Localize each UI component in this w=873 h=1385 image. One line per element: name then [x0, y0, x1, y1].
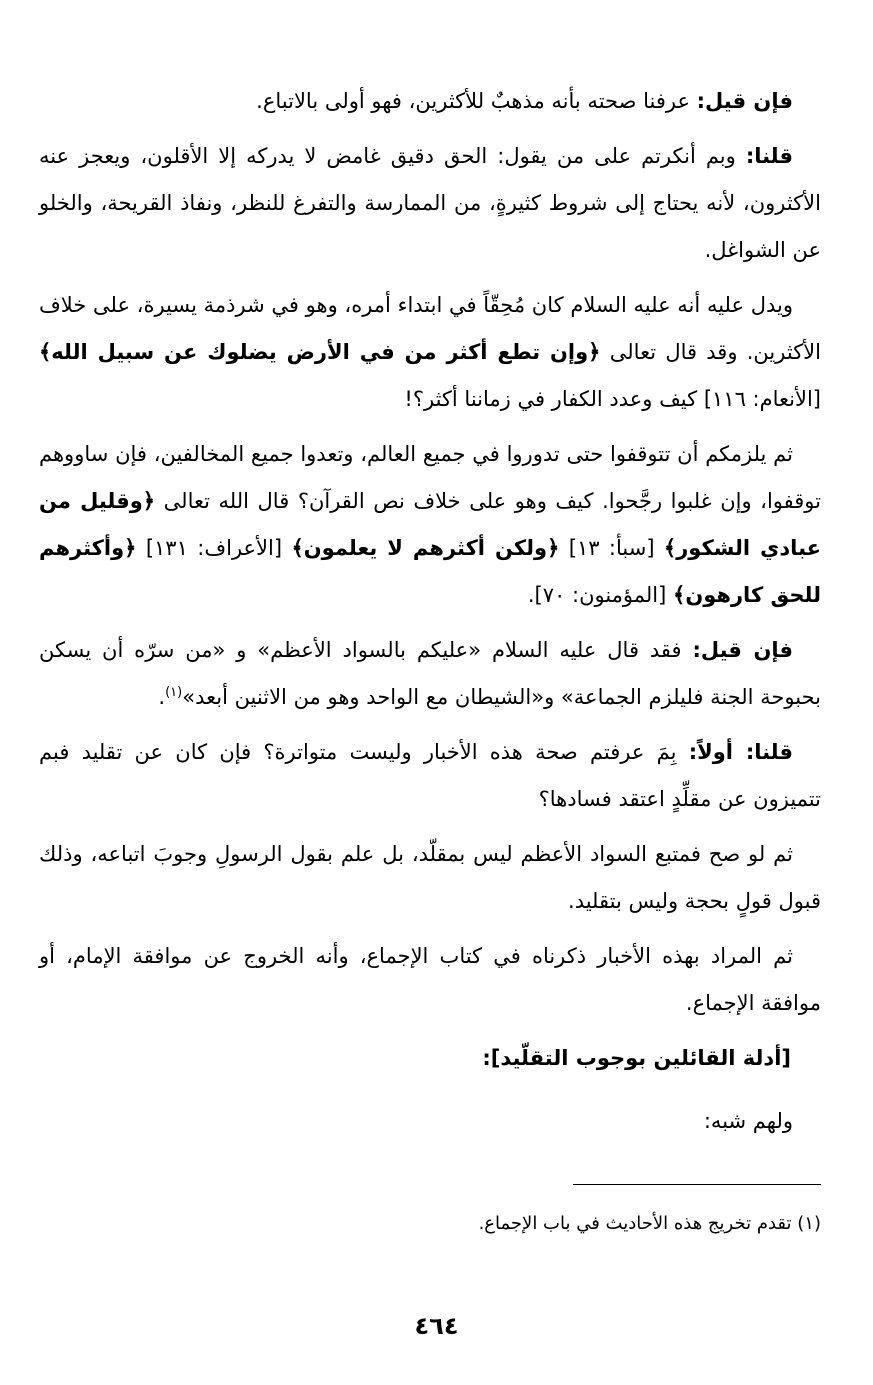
quran-verse: ﴿وإن تطع أكثر من في الأرض يضلوك عن سبيل الله﴾: [39, 340, 601, 364]
paragraph-lead: فإن قيل:: [696, 89, 793, 113]
paragraph-text: ثم لو صح فمتبع السواد الأعظم ليس بمقلّد، بل علم بقول الرسولِ وجوبَ اتباعه، وذلك قبول قولٍ بحجة وليس بتقليد.: [39, 842, 821, 913]
page-number: ٤٦٤: [414, 1312, 459, 1340]
quran-verse: ﴿وقليل من عبادي الشكور﴾: [39, 489, 821, 560]
paragraph-follower-not-imitator: [39, 831, 821, 925]
paragraph-text: عرفنا صحته بأنه مذهبٌ للأكثرين، فهو أولى بالاتباع.: [256, 89, 697, 113]
paragraph-text: فقد قال عليه السلام «عليكم بالسواد الأعظم» و «من سرّه أن يسكن بحبوحة الجنة فليلزم الجماعة» و«الشيطان مع الواحد وهو من الاثنين أبعد»: [39, 638, 821, 709]
paragraph-text: [المؤمنون: ٧٠].: [527, 583, 674, 607]
paragraph-text: [سبأ: ١٣]: [559, 536, 664, 560]
paragraph-objection-hadith: [39, 627, 821, 721]
paragraph-count-dissenters: [39, 431, 821, 619]
paragraph-objection-majority: [39, 78, 821, 125]
main-text: [39, 78, 821, 1153]
paragraph-reply-truth-subtle: [39, 133, 821, 274]
paragraph-reply-first: [39, 729, 821, 823]
paragraph-text: [الأنعام: ١١٦] كيف وعدد الكفار في زماننا أكثر؟!: [404, 387, 821, 411]
paragraph-meaning-of-reports: [39, 933, 821, 1027]
paragraph-text: بِمَ عرفتم صحة هذه الأخبار وليست متواترة؟ فإن كان عن تقليد فبم تتميزون عن مقلِّدٍ اعتقد فسادها؟: [39, 740, 821, 811]
paragraph-text: وبم أنكرتم على من يقول: الحق دقيق غامض لا يدركه إلا الأقلون، ويعجز عنه الأكثرون، لأنه يحتاج إلى شروط كثيرةٍ، من الممارسة والتفرغ للنظر، ونفاذ القريحة، والخلو عن الشواغل.: [39, 144, 821, 262]
section-heading: [أدلة القائلين بوجوب التقلّيد]:: [482, 1046, 791, 1070]
paragraph-text: ثم يلزمكم أن تتوقفوا حتى تدوروا في جميع العالم، وتعدوا جميع المخالفين، فإن ساووهم توقفوا، وإن غلبوا رجَّحوا. كيف وهو على خلاف نص القرآن؟ قال الله تعالى: [39, 442, 821, 513]
paragraph-text: [الأعراف: ١٣١]: [136, 536, 292, 560]
footnote: (١) تقدم تخريج هذه الأحاديث في باب الإجماع.: [478, 1213, 821, 1234]
paragraph-prophet-minority: [39, 282, 821, 423]
footnote-divider: [573, 1184, 821, 1185]
quran-verse: ﴿ولكن أكثرهم لا يعلمون﴾: [291, 536, 560, 560]
footnote-marker: (١): [165, 685, 183, 700]
paragraph-text: ثم المراد بهذه الأخبار ذكرناه في كتاب الإجماع، وأنه الخروج عن موافقة الإمام، أو موافقة الإجماع.: [39, 944, 821, 1015]
paragraph-closing-line: [39, 1098, 821, 1145]
quran-verse: ﴿وأكثرهم للحق كارهون﴾: [39, 536, 821, 607]
paragraph-lead: قلنا: أولاً:: [688, 740, 794, 764]
paragraph-text: ويدل عليه أنه عليه السلام كان مُحِقّاً في ابتداء أمره، وهو في شرذمة يسيرة، على خلاف الأكثرين. وقد قال تعالى: [39, 293, 821, 364]
paragraph-lead: فإن قيل:: [692, 638, 793, 662]
paragraph-lead: قلنا:: [745, 144, 793, 168]
paragraph-text: .: [158, 685, 166, 709]
paragraph-text: ولهم شبه:: [703, 1109, 793, 1133]
